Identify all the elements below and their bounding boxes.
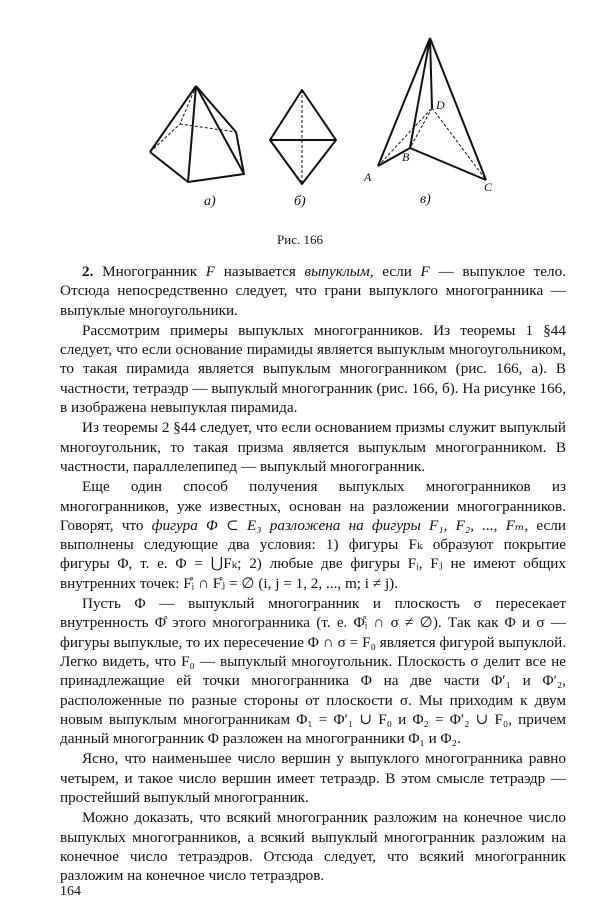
point-c-label: C <box>484 180 493 194</box>
text-span: называется <box>215 263 305 280</box>
paragraph-conclusion: Можно доказать, что всякий многогранник разложим на конечное число выпуклых многогранников, а всякий выпуклый многогранник разложим на конечное число тетраэдров. Отсюда следует, что всякий многогранник разложим на конечное число тетраэдров. <box>60 809 566 885</box>
page-number: 164 <box>60 884 81 899</box>
math-var: F <box>205 263 216 280</box>
paragraph-plane-section: Пусть Φ — выпуклый многогранник и плоскость σ пересекает внутренность Φ̊ этого многогранника (т. е. Φ̊ᵢ ∩ σ ≠ ∅). Так как Φ и σ — фигуры выпуклые, то их пересечение Φ ∩ σ = F₀ является фигурой выпуклой. Легко видеть, что F₀ — выпуклый многоугольник. Плоскость σ делит все не принадлежащие ей точки многогранника Φ на две части Φ′₁ и Φ′₂, расположенные по разные стороны от плоскости σ. Мы приходим к двум новым выпуклым многогранникам Φ₁ = Φ′₁ ∪ F₀ и Φ₂ = Φ′₂ ∪ F₀, причем данный многогранник Φ разложен на многогранники Φ₁ и Φ₂. <box>60 595 566 748</box>
point-d-label: D <box>436 98 445 112</box>
text-span: Еще один способ получения выпуклых многогранников из многогранников, уже известных, основан на разложении многогранников. Говорят, что <box>60 478 566 534</box>
pyramid-a <box>150 86 244 182</box>
text-span: — выпуклое тело. Отсюда непосредственно следует, что грани выпуклого многогранника — выпуклые многоугольники. <box>60 263 566 319</box>
figure-drawing <box>0 0 600 250</box>
figure-caption: Рис. 166 <box>277 232 323 247</box>
body-text <box>60 262 566 887</box>
math-var: F <box>420 263 430 280</box>
emphasis-term: выпуклым, <box>304 263 374 280</box>
figure-label-c: в) <box>420 192 431 207</box>
text-span: если <box>373 263 421 280</box>
paragraph-decomposition <box>60 477 566 593</box>
section-number: 2. <box>82 263 94 280</box>
figure-label-a: а) <box>204 194 216 209</box>
figure-166 <box>0 0 600 250</box>
point-a-label: A <box>364 170 372 184</box>
point-b-label: B <box>402 150 410 164</box>
text-span: Многогранник <box>93 263 206 280</box>
paragraph-tetrahedron: Ясно, что наименьшее число вершин у выпуклого многогранника равно четырем, и такое число вершин имеет тетраэдр. В этом смысле тетраэдр — простейший выпуклый многогранник. <box>60 750 566 807</box>
tetrahedron-b <box>270 90 336 184</box>
text-span: если выполнены следующие два условия: 1) фигуры Fₖ образуют покрытие фигуры Φ, т. е. Φ = ⋃Fₖ; 2) любые две фигуры Fᵢ, Fⱼ не имеют общих внутренних точек: F̊ᵢ ∩ F̊ⱼ = ∅ (i, j = 1, 2, ..., m; i ≠ j). <box>60 516 566 592</box>
paragraph-examples: Рассмотрим примеры выпуклых многогранников. Из теоремы 1 §44 следует, что если основание пирамиды является выпуклым многоугольником, то такая пирамида является выпуклым многогранником (рис. 166, а). В частности, тетраэдр — выпуклый многогранник (рис. 166, б). На рисунке 166, в изображена невыпуклая пирамида. <box>60 321 566 417</box>
figure-label-b: б) <box>294 194 306 209</box>
paragraph-prism: Из теоремы 2 §44 следует, что если основанием призмы служит выпуклый многоугольник, то такая призма является выпуклым многогранником. В частности, параллелепипед — выпуклый многогранник. <box>60 419 566 475</box>
paragraph-definition <box>60 262 566 320</box>
emphasis-definition: фигура Φ ⊂ E₃ разложена на фигуры F₁, F₂, ..., Fₘ, <box>151 516 529 534</box>
